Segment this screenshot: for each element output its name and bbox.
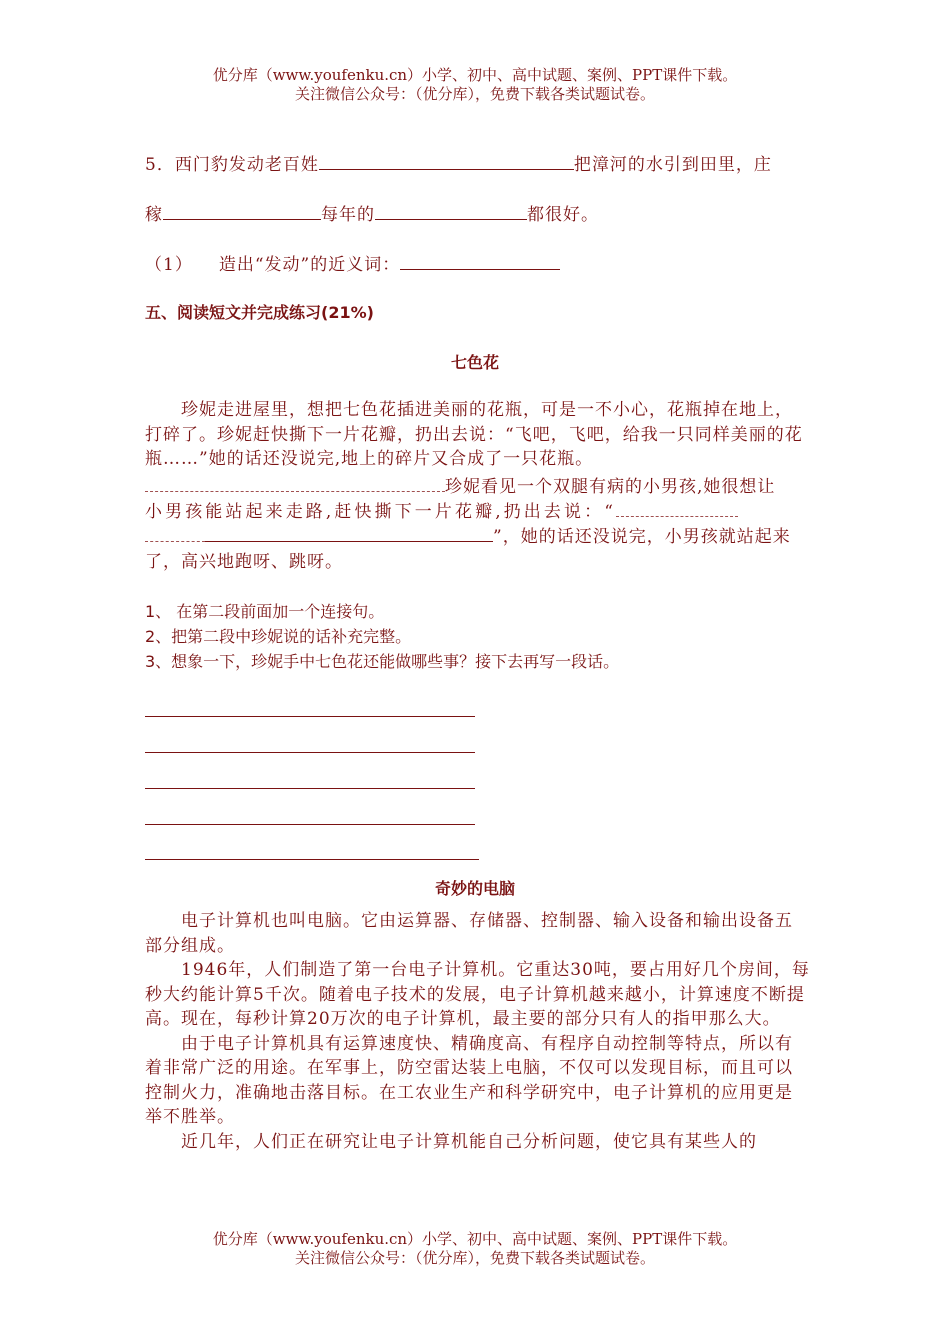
q5-text-e: 都很好。: [527, 205, 599, 225]
q5-blank-1[interactable]: [319, 152, 574, 170]
q5-text-a: 5．西门豹发动老百姓: [145, 155, 319, 175]
footer-line-2: 关注微信公众号：（优分库），免费下载各类试题试卷。: [294, 1249, 655, 1267]
q5-sub-text: 造出“发动”的近义词：: [218, 255, 401, 275]
speech-blank-2[interactable]: [145, 531, 205, 542]
story2-para-2: 1946年，人们制造了第一台电子计算机。它重达30吨，要占用好几个房间，每秒大约能计算5千次。随着电子技术的发展，电子计算机越来越小，计算速度不断提高。现在，每秒计算20万次的电子计算机，最主要的部分只有人的指甲那么大。: [145, 960, 810, 1029]
story1-para-2-a: 珍妮看见一个双腿有病的小男孩,她很想让: [445, 477, 776, 497]
answer-line-3[interactable]: [145, 788, 475, 789]
story1-title: 七色花: [450, 353, 499, 372]
story1-para-1: [145, 398, 810, 472]
connector-blank[interactable]: [145, 481, 445, 492]
section-heading: 五、阅读短文并完成练习(21%): [145, 303, 374, 322]
story2-para-1: 电子计算机也叫电脑。它由运算器、存储器、控制器、输入设备和输出设备五部分组成。: [145, 911, 793, 956]
footer-line-1: 优分库（www.youfenku.cn）小学、初中、高中试题、案例、PPT课件下载。: [212, 1230, 738, 1248]
story1-para-2-c: ”，她的话还没说完，小男孩就站起来: [493, 527, 791, 547]
story2-title: 奇妙的电脑: [434, 879, 515, 898]
header-line-2: 关注微信公众号：（优分库），免费下载各类试题试卷。: [294, 85, 655, 103]
q5-blank-2[interactable]: [163, 202, 321, 220]
answer-line-1[interactable]: [145, 716, 475, 717]
story1-para-2-line-3: [145, 522, 791, 547]
question-2: 2、把第二段中珍妮说的话补充完整。: [145, 627, 412, 646]
story1-para-2-line-4: 了，高兴地跑呀、跳呀。: [145, 552, 343, 572]
q5-sub-blank[interactable]: [400, 252, 560, 270]
q5-text-d: 每年的: [321, 205, 375, 225]
header-line-1: 优分库（www.youfenku.cn）小学、初中、高中试题、案例、PPT课件下载。: [212, 66, 738, 84]
q5-line-1: [145, 150, 772, 175]
q5-text-c: 稼: [145, 205, 163, 225]
speech-blank-3[interactable]: [205, 524, 493, 542]
q5-text-b: 把漳河的水引到田里，庄: [573, 155, 772, 175]
q5-blank-3[interactable]: [375, 202, 527, 220]
answer-line-5[interactable]: [145, 859, 479, 860]
answer-line-2[interactable]: [145, 752, 475, 753]
q5-sub-number: （1）: [145, 255, 193, 275]
story2-para-3: 由于电子计算机具有运算速度快、精确度高、有程序自动控制等特点，所以有着非常广泛的用途。在军事上，防空雷达装上电脑，不仅可以发现目标，而且可以控制火力，准确地击落目标。在工农业生产和科学研究中，电子计算机的应用更是举不胜举。: [145, 1033, 793, 1127]
q5-line-2: [145, 200, 599, 225]
speech-blank-1[interactable]: [616, 506, 738, 517]
answer-line-4[interactable]: [145, 824, 475, 825]
story2-body: [145, 909, 810, 1154]
question-1: 1、 在第二段前面加一个连接句。: [145, 602, 385, 621]
story1-para-2-b: 小男孩能站起来走路,赶快撕下一片花瓣,扔出去说：“: [145, 502, 616, 522]
story1-para-2-line-2: [145, 497, 738, 522]
story2-para-4: 近几年，人们正在研究让电子计算机能自己分析问题，使它具有某些人的: [181, 1131, 757, 1152]
q5-sub-question: [145, 250, 560, 275]
question-3: 3、想象一下，珍妮手中七色花还能做哪些事？接下去再写一段话。: [145, 652, 620, 671]
story1-para-2-line-1: [145, 472, 775, 497]
story1-para-1-text: 珍妮走进屋里，想把七色花插进美丽的花瓶，可是一不小心，花瓶掉在地上，打碎了。珍妮赶快撕下一片花瓣，扔出去说：“飞吧，飞吧，给我一只同样美丽的花瓶……”她的话还没说完,地上的碎片又合成了一只花瓶。: [145, 400, 803, 469]
